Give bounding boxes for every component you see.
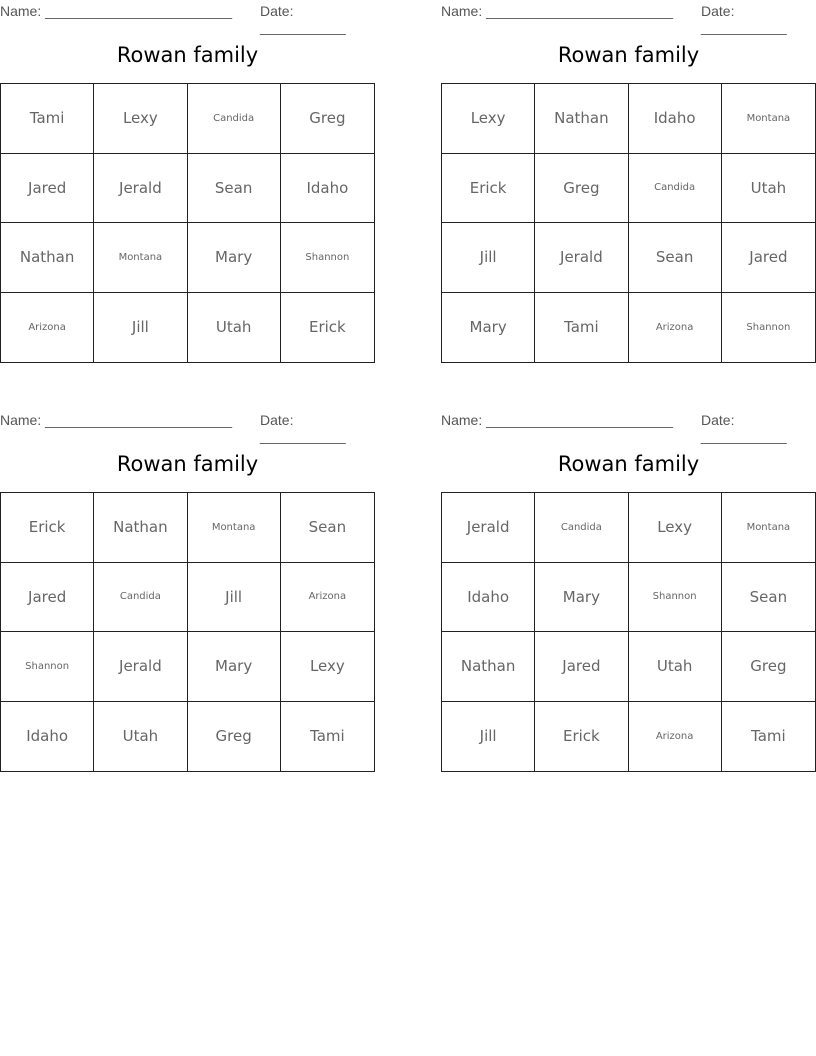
bingo-cell: Greg (722, 632, 815, 702)
bingo-cell: Nathan (535, 84, 628, 154)
bingo-cell: Arizona (281, 563, 374, 633)
bingo-cell: Nathan (442, 632, 535, 702)
bingo-cell: Shannon (629, 563, 722, 633)
bingo-cell: Greg (281, 84, 374, 154)
bingo-cell: Shannon (746, 321, 791, 333)
bingo-cell: Utah (188, 293, 281, 363)
bingo-cell: Jill (442, 223, 535, 293)
bingo-cell: Jared (1, 563, 94, 633)
bingo-cell: Jared (1, 154, 94, 224)
date-field-label: Date: ___________ (701, 412, 787, 444)
bingo-cell: Sean (722, 563, 815, 633)
bingo-cell: Candida (94, 563, 187, 633)
bingo-cell: Lexy (629, 493, 722, 563)
bingo-cell: Utah (629, 632, 722, 702)
bingo-cell: Montana (188, 493, 281, 563)
bingo-cell: Arizona (629, 702, 722, 772)
bingo-cell: Idaho (281, 154, 374, 224)
name-field-label: Name: ________________________ (0, 3, 232, 19)
bingo-card (441, 0, 816, 365)
bingo-cell: Jill (94, 293, 187, 363)
date-field-label: Date: ___________ (260, 3, 346, 35)
bingo-card (0, 0, 375, 365)
bingo-cell: Montana (722, 84, 815, 154)
bingo-cell: Jared (535, 632, 628, 702)
card-title: Rowan family (116, 43, 259, 67)
bingo-cell: Tami (751, 727, 786, 746)
bingo-cell: Jerald (442, 493, 535, 563)
bingo-cell: Tami (1, 84, 94, 154)
card-title: Rowan family (557, 43, 700, 67)
bingo-cell: Erick (1, 493, 94, 563)
bingo-grid (0, 492, 375, 772)
bingo-cell: Utah (722, 154, 815, 224)
bingo-cell: Arizona (1, 293, 94, 363)
bingo-cell: Sean (281, 493, 374, 563)
card-title: Rowan family (116, 452, 259, 476)
bingo-grid (441, 83, 816, 363)
bingo-cell: Greg (188, 702, 281, 772)
bingo-cell: Jill (188, 563, 281, 633)
bingo-cell: Mary (188, 632, 281, 702)
bingo-cell: Idaho (1, 702, 94, 772)
bingo-cell: Lexy (94, 84, 187, 154)
bingo-cell: Tami (310, 727, 345, 746)
bingo-cell: Arizona (629, 293, 722, 363)
name-field-label: Name: ________________________ (441, 3, 673, 19)
bingo-cell: Tami (535, 293, 628, 363)
date-field-label: Date: ___________ (701, 3, 787, 35)
bingo-cell: Sean (188, 154, 281, 224)
bingo-cell: Lexy (281, 632, 374, 702)
name-field-label: Name: ________________________ (0, 412, 232, 428)
card-title: Rowan family (557, 452, 700, 476)
bingo-cell: Candida (629, 154, 722, 224)
bingo-cell: Jerald (535, 223, 628, 293)
bingo-grid (441, 492, 816, 772)
bingo-cell: Greg (535, 154, 628, 224)
bingo-cell: Jared (722, 223, 815, 293)
bingo-cell: Shannon (1, 632, 94, 702)
bingo-card (0, 409, 375, 774)
bingo-card (441, 409, 816, 774)
card-header (441, 3, 816, 35)
bingo-cell: Mary (442, 293, 535, 363)
bingo-cell: Candida (188, 84, 281, 154)
bingo-cell: Sean (629, 223, 722, 293)
card-header (0, 3, 375, 35)
bingo-cell: Jerald (94, 154, 187, 224)
card-header (441, 412, 816, 444)
bingo-cell: Montana (94, 223, 187, 293)
bingo-cell: Nathan (94, 493, 187, 563)
bingo-cell: Jill (442, 702, 535, 772)
bingo-cell: Mary (188, 223, 281, 293)
card-header (0, 412, 375, 444)
bingo-cell: Candida (535, 493, 628, 563)
bingo-cell: Mary (535, 563, 628, 633)
bingo-cell: Utah (94, 702, 187, 772)
bingo-cell: Idaho (442, 563, 535, 633)
bingo-grid (0, 83, 375, 363)
name-field-label: Name: ________________________ (441, 412, 673, 428)
bingo-cell: Montana (722, 493, 815, 563)
bingo-cell: Erick (309, 318, 346, 337)
bingo-cell: Erick (442, 154, 535, 224)
bingo-cell: Jerald (94, 632, 187, 702)
bingo-cell: Idaho (629, 84, 722, 154)
bingo-cell: Shannon (281, 223, 374, 293)
bingo-cell: Erick (535, 702, 628, 772)
date-field-label: Date: ___________ (260, 412, 346, 444)
bingo-cell: Nathan (1, 223, 94, 293)
bingo-cell: Lexy (442, 84, 535, 154)
